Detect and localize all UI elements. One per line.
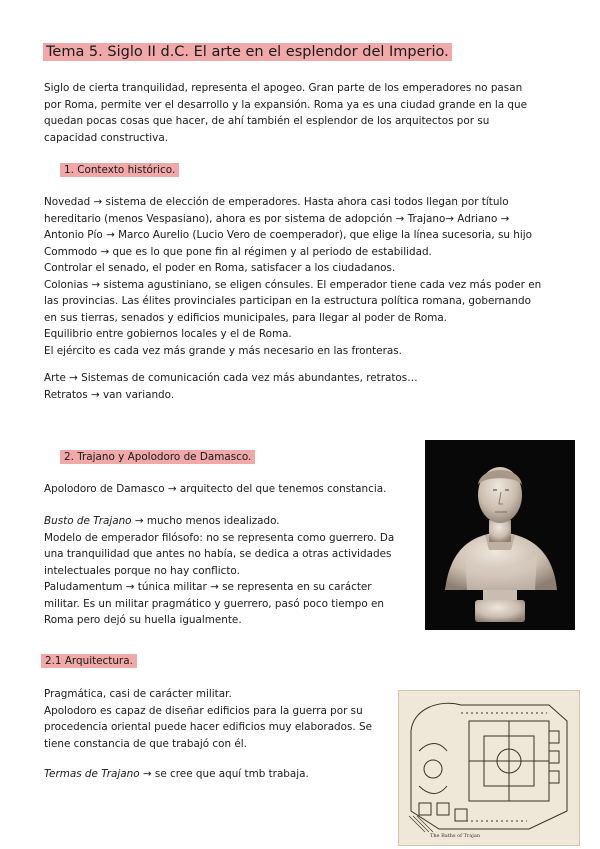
busto-paragraph [44, 513, 414, 629]
text-line: Modelo de emperador filósofo: no se representa como guerrero. Da [44, 531, 395, 544]
trajan-bust-image [425, 440, 575, 630]
text-line [44, 513, 414, 530]
text-line: por Roma, permite ver el desarrollo y la expansión. Roma ya es una ciudad grande en la que [44, 98, 527, 111]
termas-paragraph [44, 766, 389, 783]
text-line: Paludamentum → túnica militar → se representa en su carácter [44, 581, 372, 593]
plan-caption: The Baths of Trajan [430, 833, 481, 839]
text-line: Siglo de cierta tranquilidad, representa el apogeo. Gran parte de los emperadores no pasan [44, 82, 523, 94]
intro-paragraph [44, 80, 554, 146]
apolodoro-paragraph [44, 481, 414, 498]
arquitectura-paragraph [44, 686, 389, 752]
text-line: Controlar el senado, el poder en Roma, satisfacer a los ciudadanos. [44, 262, 396, 274]
section-heading-trajano: 2. Trajano y Apolodoro de Damasco. [60, 450, 255, 464]
text-line: militar. Es un militar pragmático y guerrero, pasó poco tiempo en [44, 597, 384, 610]
text-line: hereditario (menos Vespasiano), ahora es por sistema de adopción → Trajano→ Adriano → [44, 212, 510, 225]
text-line [44, 766, 389, 783]
termas-title: Termas de Trajano [44, 768, 140, 780]
section-heading-contexto: 1. Contexto histórico. [60, 163, 179, 177]
text-line: Colonias → sistema agustiniano, se eligen cónsules. El emperador tiene cada vez más poder en [44, 278, 542, 291]
text-line: Commodo → que es lo que pone fin al régimen y al periodo de estabilidad. [44, 245, 432, 258]
baths-plan-image [398, 690, 580, 846]
text-line: Equilibrio entre gobiernos locales y el de Roma. [44, 328, 292, 340]
text-line: intelectuales porque no hay conflicto. [44, 564, 240, 577]
text-line: quedan pocas cosas que hacer, de ahí también el esplendor de los arquitectos por su [44, 115, 490, 127]
text-line: Apolodoro es capaz de diseñar edificios para la guerra por su [44, 704, 363, 717]
text-line: Arte → Sistemas de comunicación cada vez más abundantes, retratos… [44, 372, 418, 384]
text-line: Roma pero dejó su huella igualmente. [44, 614, 242, 626]
text-line: El ejército es cada vez más grande y más necesario en las fronteras. [44, 344, 402, 357]
text-line: procedencia oriental puede hacer edificios muy elaborados. Se [44, 721, 373, 733]
contexto-paragraph [44, 194, 554, 359]
text-line: Pragmática, casi de carácter militar. [44, 688, 232, 700]
text-line: Retratos → van variando. [44, 388, 175, 401]
text-line: capacidad constructiva. [44, 131, 168, 144]
busto-desc: → mucho menos idealizado. [134, 515, 280, 527]
text-line: las provincias. Las élites provinciales participan en la estructura política romana, gobernando [44, 295, 531, 307]
section-heading-arquitectura: 2.1 Arquitectura. [41, 654, 137, 668]
text-line: una tranquilidad que antes no había, se dedica a otras actividades [44, 548, 392, 560]
text-line: tiene constancia de que trabajó con él. [44, 737, 247, 750]
termas-desc: → se cree que aquí tmb trabaja. [142, 768, 309, 780]
text-line: Novedad → sistema de elección de emperadores. Hasta ahora casi todos llegan por título [44, 196, 509, 208]
text-line: Antonio Pío → Marco Aurelio (Lucio Vero de coemperador), que elige la línea sucesoria, su hijo [44, 229, 533, 241]
busto-title: Busto de Trajano [44, 515, 132, 527]
text-line: Apolodoro de Damasco → arquitecto del que tenemos constancia. [44, 483, 387, 495]
page-title: Tema 5. Siglo II d.C. El arte en el esplendor del Imperio. [43, 43, 452, 61]
arte-paragraph [44, 370, 554, 403]
text-line: en sus tierras, senados y edificios municipales, para llegar al poder de Roma. [44, 311, 447, 324]
